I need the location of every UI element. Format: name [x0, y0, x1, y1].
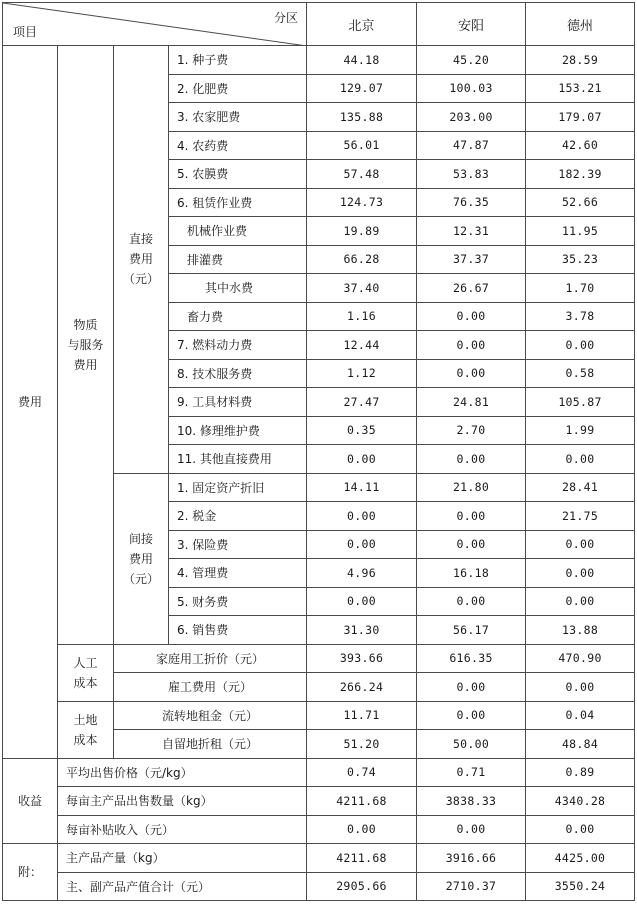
- cell-value: 0.00: [417, 502, 526, 531]
- row-label: 每亩主产品出售数量（kg）: [58, 787, 307, 816]
- cost-table: [2, 2, 635, 901]
- cell-value: 35.23: [526, 245, 635, 274]
- row-label: 排灌费: [169, 245, 307, 274]
- cell-value: 153.21: [526, 74, 635, 103]
- row-label: 4. 农药费: [169, 131, 307, 160]
- cell-value: 129.07: [307, 74, 417, 103]
- row-label: 5. 农膜费: [169, 160, 307, 189]
- cell-value: 0.00: [526, 815, 635, 844]
- group-income: 收益: [3, 758, 58, 844]
- cell-value: 31.30: [307, 616, 417, 645]
- row-label: 自留地折租（元）: [114, 730, 307, 759]
- cell-value: 53.83: [417, 160, 526, 189]
- row-label: 2. 税金: [169, 502, 307, 531]
- cell-value: 0.00: [307, 502, 417, 531]
- diagonal-divider-icon: [3, 3, 307, 46]
- cell-value: 52.66: [526, 188, 635, 217]
- cell-value: 4340.28: [526, 787, 635, 816]
- cell-value: 24.81: [417, 388, 526, 417]
- cell-value: 0.58: [526, 359, 635, 388]
- cell-value: 0.00: [417, 331, 526, 360]
- row-label: 主、副产品产值合计（元）: [58, 872, 307, 901]
- row-label: 主产品产量（kg）: [58, 844, 307, 873]
- cell-value: 1.70: [526, 274, 635, 303]
- cell-value: 0.00: [417, 701, 526, 730]
- row-label: 6. 租赁作业费: [169, 188, 307, 217]
- cell-value: 0.00: [307, 530, 417, 559]
- cell-value: 12.44: [307, 331, 417, 360]
- cell-value: 179.07: [526, 103, 635, 132]
- row-label: 4. 管理费: [169, 559, 307, 588]
- table-row: [3, 46, 635, 75]
- cell-value: 66.28: [307, 245, 417, 274]
- cell-value: 28.59: [526, 46, 635, 75]
- cell-value: 16.18: [417, 559, 526, 588]
- row-label: 每亩补贴收入（元）: [58, 815, 307, 844]
- row-label: 3. 农家肥费: [169, 103, 307, 132]
- group-material-service: 物质 与服务 费用: [58, 46, 114, 645]
- row-label: 9. 工具材料费: [169, 388, 307, 417]
- cell-value: 0.89: [526, 758, 635, 787]
- cell-value: 2905.66: [307, 872, 417, 901]
- cost-table-wrapper: [2, 2, 635, 901]
- cell-value: 182.39: [526, 160, 635, 189]
- cell-value: 0.00: [526, 559, 635, 588]
- cell-value: 0.00: [526, 673, 635, 702]
- cell-value: 470.90: [526, 644, 635, 673]
- cell-value: 0.00: [417, 530, 526, 559]
- cell-value: 203.00: [417, 103, 526, 132]
- table-row: [3, 758, 635, 787]
- row-label: 1. 固定资产折旧: [169, 473, 307, 502]
- cell-value: 0.00: [526, 587, 635, 616]
- cell-value: 0.00: [417, 587, 526, 616]
- group-labor: 人工 成本: [58, 644, 114, 701]
- cell-value: 0.74: [307, 758, 417, 787]
- cell-value: 27.47: [307, 388, 417, 417]
- corner-header-cell: [3, 3, 307, 46]
- cell-value: 56.01: [307, 131, 417, 160]
- cell-value: 28.41: [526, 473, 635, 502]
- cell-value: 51.20: [307, 730, 417, 759]
- row-label: 1. 种子费: [169, 46, 307, 75]
- row-label: 流转地租金（元）: [114, 701, 307, 730]
- cell-value: 13.88: [526, 616, 635, 645]
- group-land: 土地 成本: [58, 701, 114, 758]
- cell-value: 266.24: [307, 673, 417, 702]
- group-indirect: 间接 费用 （元）: [114, 473, 169, 644]
- table-row: [3, 815, 635, 844]
- row-label: 7. 燃料动力费: [169, 331, 307, 360]
- cell-value: 1.99: [526, 416, 635, 445]
- cell-value: 47.87: [417, 131, 526, 160]
- table-row: [3, 644, 635, 673]
- cell-value: 0.00: [307, 587, 417, 616]
- row-label: 2. 化肥费: [169, 74, 307, 103]
- corner-label-region: 分区: [273, 11, 298, 25]
- table-row: [3, 787, 635, 816]
- cell-value: 616.35: [417, 644, 526, 673]
- cell-value: 4.96: [307, 559, 417, 588]
- row-label: 雇工费用（元）: [114, 673, 307, 702]
- cell-value: 76.35: [417, 188, 526, 217]
- cell-value: 21.80: [417, 473, 526, 502]
- row-label: 10. 修理维护费: [169, 416, 307, 445]
- cell-value: 45.20: [417, 46, 526, 75]
- row-label: 平均出售价格（元/kg）: [58, 758, 307, 787]
- row-label: 5. 财务费: [169, 587, 307, 616]
- cell-value: 48.84: [526, 730, 635, 759]
- row-label: 3. 保险费: [169, 530, 307, 559]
- cell-value: 0.04: [526, 701, 635, 730]
- cell-value: 3550.24: [526, 872, 635, 901]
- cell-value: 105.87: [526, 388, 635, 417]
- cell-value: 0.00: [526, 445, 635, 474]
- cell-value: 1.12: [307, 359, 417, 388]
- cell-value: 57.48: [307, 160, 417, 189]
- cell-value: 3838.33: [417, 787, 526, 816]
- cell-value: 50.00: [417, 730, 526, 759]
- cell-value: 26.67: [417, 274, 526, 303]
- cell-value: 42.60: [526, 131, 635, 160]
- cell-value: 1.16: [307, 302, 417, 331]
- cell-value: 0.35: [307, 416, 417, 445]
- region-header-dezhou: 德州: [526, 3, 635, 46]
- row-label: 畜力费: [169, 302, 307, 331]
- cell-value: 11.71: [307, 701, 417, 730]
- row-label: 6. 销售费: [169, 616, 307, 645]
- cell-value: 14.11: [307, 473, 417, 502]
- cell-value: 0.00: [417, 445, 526, 474]
- cell-value: 12.31: [417, 217, 526, 246]
- cell-value: 44.18: [307, 46, 417, 75]
- cell-value: 37.40: [307, 274, 417, 303]
- cell-value: 0.00: [526, 331, 635, 360]
- cell-value: 56.17: [417, 616, 526, 645]
- row-label: 其中水费: [169, 274, 307, 303]
- table-row: [3, 872, 635, 901]
- row-label: 家庭用工折价（元）: [114, 644, 307, 673]
- cell-value: 2.70: [417, 416, 526, 445]
- region-header-beijing: 北京: [307, 3, 417, 46]
- cell-value: 3916.66: [417, 844, 526, 873]
- cell-value: 135.88: [307, 103, 417, 132]
- row-label: 机械作业费: [169, 217, 307, 246]
- cell-value: 0.71: [417, 758, 526, 787]
- region-header-anyang: 安阳: [417, 3, 526, 46]
- cell-value: 100.03: [417, 74, 526, 103]
- cell-value: 0.00: [417, 302, 526, 331]
- cell-value: 4211.68: [307, 787, 417, 816]
- cell-value: 124.73: [307, 188, 417, 217]
- cell-value: 0.00: [307, 815, 417, 844]
- cell-value: 4425.00: [526, 844, 635, 873]
- cell-value: 19.89: [307, 217, 417, 246]
- cell-value: 21.75: [526, 502, 635, 531]
- group-appendix: 附：: [3, 844, 58, 901]
- cell-value: 3.78: [526, 302, 635, 331]
- table-row: [3, 844, 635, 873]
- row-label: 11. 其他直接费用: [169, 445, 307, 474]
- cell-value: 2710.37: [417, 872, 526, 901]
- row-label: 8. 技术服务费: [169, 359, 307, 388]
- cell-value: 0.00: [526, 530, 635, 559]
- cell-value: 11.95: [526, 217, 635, 246]
- corner-label-item: 项目: [13, 25, 38, 39]
- cell-value: 0.00: [417, 673, 526, 702]
- cell-value: 37.37: [417, 245, 526, 274]
- cell-value: 0.00: [417, 815, 526, 844]
- header-row: [3, 3, 635, 46]
- cell-value: 393.66: [307, 644, 417, 673]
- group-cost: 费用: [3, 46, 58, 759]
- table-row: [3, 701, 635, 730]
- cell-value: 4211.68: [307, 844, 417, 873]
- cell-value: 0.00: [417, 359, 526, 388]
- group-direct: 直接 费用 （元）: [114, 46, 169, 474]
- cell-value: 0.00: [307, 445, 417, 474]
